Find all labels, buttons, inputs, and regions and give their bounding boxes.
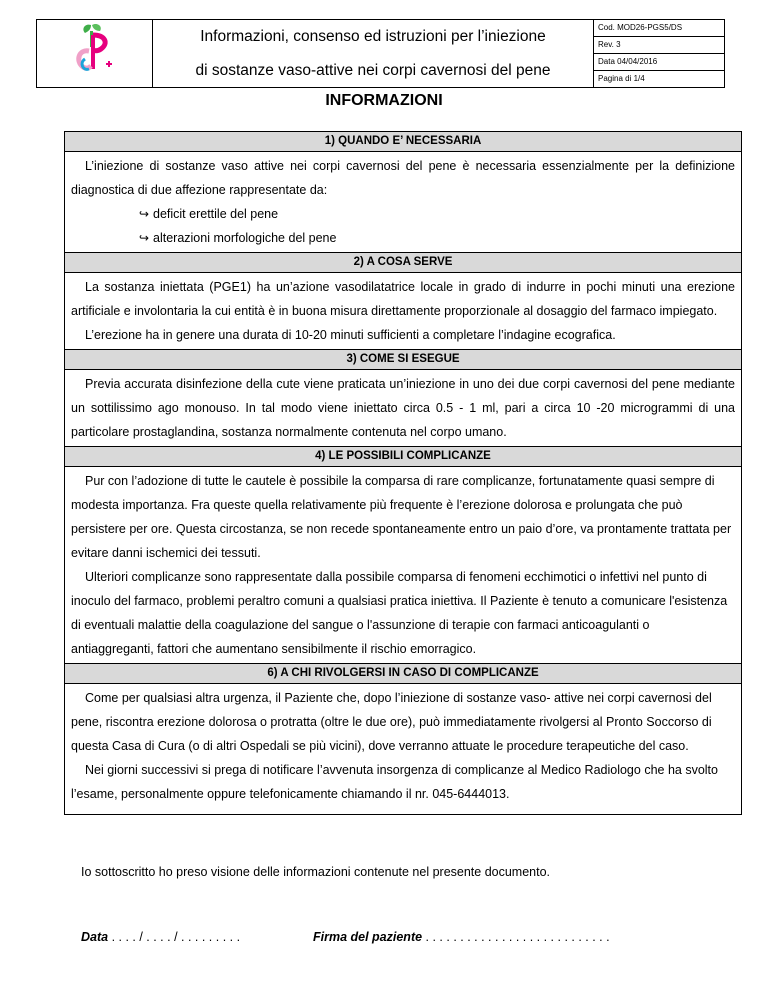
bullet-text: alterazioni morfologiche del pene	[153, 231, 337, 245]
date-label: Data	[81, 930, 109, 944]
bullet-text: deficit erettile del pene	[153, 207, 279, 221]
section-4-paragraph: Ulteriori complicanze sono rappresentate dalla possibile comparsa di fenomeni ecchimotici o infettivi nel punto di inoculo del farmaco, problemi peraltro comuni a qualsiasi pratica iniettiva. Il Paziente è tenuto a comunicare l'esistenza di eventuali malattie della coagulazione del sangue o l'assunzione di terapie con farmaci anticoagulanti o antiaggreganti, fattori che aumentano sensibilmente il rischio emorragico.	[71, 570, 728, 656]
header-meta-cell	[594, 20, 725, 88]
section-2-paragraph: L’erezione ha in genere una durata di 10-20 minuti sufficienti a completare l’indagine ecografica.	[85, 328, 616, 342]
document-revision: Rev. 3	[594, 37, 724, 54]
section-1-heading: 1) QUANDO E’ NECESSARIA	[65, 132, 741, 152]
document-header	[36, 19, 725, 88]
bullet-item	[71, 226, 735, 250]
section-4-heading: 4) LE POSSIBILI COMPLICANZE	[65, 446, 741, 467]
cp-logo-icon	[71, 21, 119, 81]
document-page: Pagina di 1/4	[598, 74, 645, 83]
arrow-icon: ↪	[139, 231, 150, 245]
section-2-heading: 2) A COSA SERVE	[65, 252, 741, 273]
signature-label: Firma del paziente	[313, 930, 423, 944]
section-4-body	[65, 467, 741, 663]
section-6-paragraph: Come per qualsiasi altra urgenza, il Paziente che, dopo l’iniezione di sostanze vaso- attive nei corpi cavernosi del pene, riscontra erezione dolorosa o protratta (oltre le due ore), può immediatamente rivolgersi al Pronto Soccorso di questa Casa di Cura (o di altri Ospedali se più vicini), dove verranno attuate le procedure terapeutiche del caso.	[71, 691, 712, 753]
consent-statement: Io sottoscritto ho preso visione delle informazioni contenute nel presente documento.	[81, 865, 551, 879]
logo-cell	[37, 20, 153, 88]
info-sections	[64, 131, 742, 815]
section-4-paragraph: Pur con l’adozione di tutte le cautele è possibile la comparsa di rare complicanze, fortunatamente quasi sempre di modesta importanza. Fra queste quella relativamente più frequente è l’erezione dolorosa e prolungata che può persistere per ore. Questa circostanza, se non recede spontaneamente entro un paio d’ore, va prontamente trattata per evitare danni ischemici dei tessuti.	[71, 474, 732, 560]
document-code: Cod. MOD26-PGS5/DS	[594, 20, 724, 37]
section-6-paragraph: Nei giorni successivi si prega di notificare l’avvenuta insorgenza di complicanze al Medico Radiologo che ha svolto l’esame, personalmente oppure telefonicamente chiamando il nr. 045-6444013.	[71, 763, 718, 801]
signature-dots: . . . . . . . . . . . . . . . . . . . . . . . . . . .	[422, 930, 610, 944]
page-title: INFORMAZIONI	[325, 92, 443, 109]
date-field[interactable]	[81, 930, 240, 944]
section-3-body	[65, 370, 741, 446]
header-title-cell	[153, 20, 594, 88]
signature-field[interactable]	[313, 930, 610, 944]
section-1-body	[65, 152, 741, 252]
section-1-paragraph: L’iniezione di sostanze vaso attive nei corpi cavernosi del pene è necessaria essenzialmente per la definizione diagnostica di due affezione rappresentate da:	[71, 159, 735, 197]
section-6-heading: 6) A CHI RIVOLGERSI IN CASO DI COMPLICANZE	[65, 663, 741, 684]
section-6-body	[65, 684, 741, 814]
arrow-icon: ↪	[139, 207, 150, 221]
header-title-line1: Informazioni, consenso ed istruzioni per l’iniezione	[200, 27, 546, 45]
document-date: Data 04/04/2016	[594, 54, 724, 71]
section-3-heading: 3) COME SI ESEGUE	[65, 349, 741, 370]
date-dots: . . . . / . . . . / . . . . . . . . .	[108, 930, 241, 944]
header-title-line2: di sostanze vaso-attive nei corpi cavernosi del pene	[195, 61, 551, 79]
section-3-paragraph: Previa accurata disinfezione della cute viene praticata un’iniezione in uno dei due corpi cavernosi del pene mediante un sottilissimo ago monouso. In tal modo viene iniettato circa 0.5 - 1 ml, pari a circa 10 -20 microgrammi di una particolare prostaglandina, sostanza normalmente contenuta nel corpo umano.	[71, 377, 735, 439]
bullet-item	[71, 202, 735, 226]
section-2-paragraph: La sostanza iniettata (PGE1) ha un’azione vasodilatatrice locale in grado di indurre in pochi minuti una erezione artificiale e involontaria la cui entità è in buona misura direttamente proporzionale al dosaggio del farmaco impiegato.	[71, 280, 735, 318]
section-2-body	[65, 273, 741, 349]
